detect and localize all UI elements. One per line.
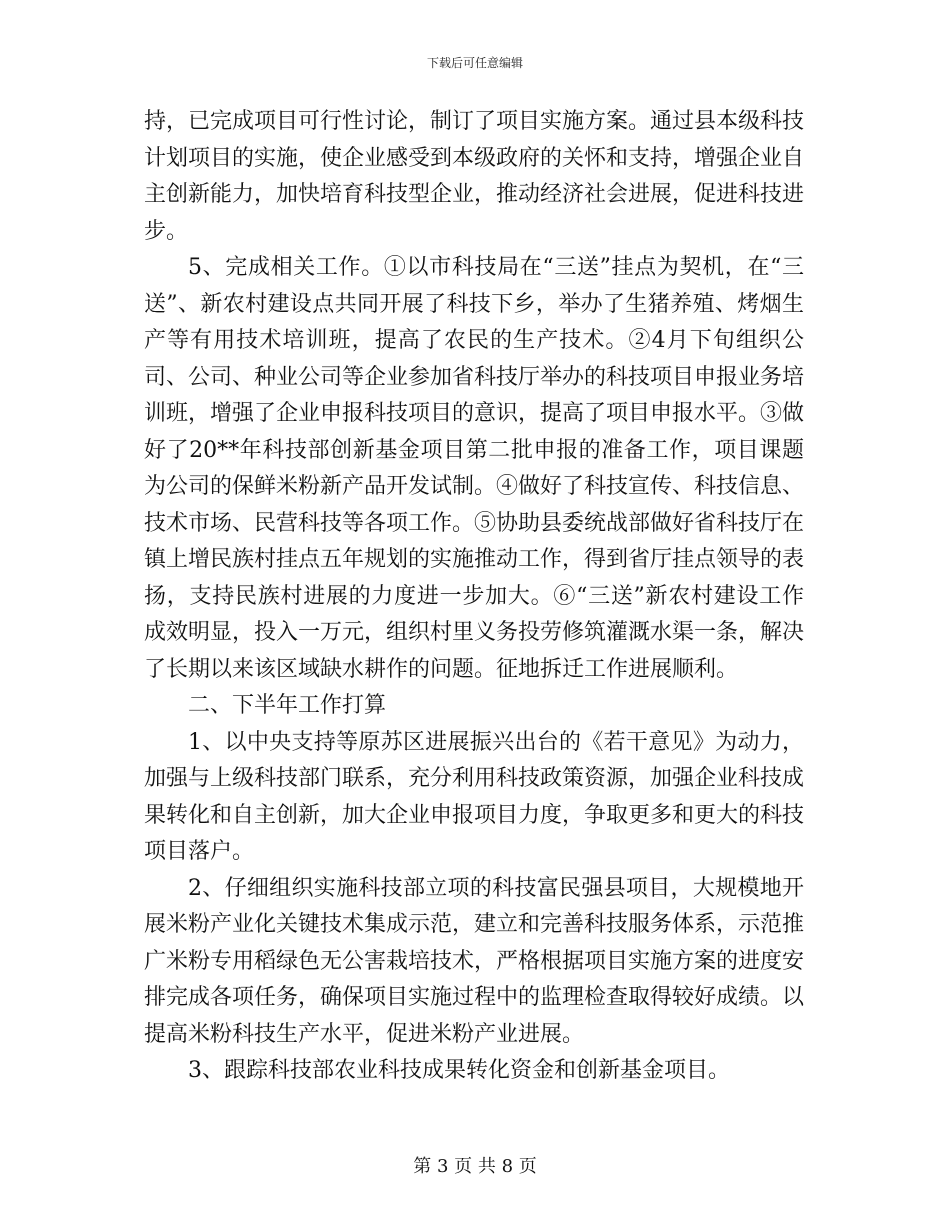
paragraph-continuation: 持，已完成项目可行性讨论，制订了项目实施方案。通过县本级科技计划项目的实施，使企业感受到本级政府的关怀和支持，增强企业自主创新能力，加快培育科技型企业，推动经济社会进展，促进科技进步。	[144, 109, 805, 244]
page-number: 第 3 页 共 8 页	[413, 1156, 537, 1177]
paragraph-item-5: 5、完成相关工作。①以市科技局在“三送”挂点为契机，在“三送”、新农村建设点共同开展了科技下乡，举办了生猪养殖、烤烟生产等有用技术培训班，提高了农民的生产技术。②4月下旬组织公司、公司、种业公司等企业参加省科技厅举办的科技项目申报业务培训班，增强了企业申报科技项目的意识，提高了项目申报水平。③做好了20**年科技部创新基金项目第二批申报的准备工作，项目课题为公司的保鲜米粉新产品开发试制。④做好了科技宣传、科技信息、技术市场、民营科技等各项工作。⑤协助县委统战部做好省科技厅在镇上增民族村挂点五年规划的实施推动工作，得到省厅挂点领导的表扬，支持民族村进展的力度进一步加大。⑥“三送”新农村建设工作成效明显，投入一万元，组织村里义务投劳修筑灌溉水渠一条，解决了长期以来该区域缺水耕作的问题。征地拆迁工作进展顺利。	[144, 255, 805, 682]
paragraph-plan-2: 2、仔细组织实施科技部立项的科技富民强县项目，大规模地开展米粉产业化关键技术集成示范，建立和完善科技服务体系，示范推广米粉专用稻绿色无公害栽培技术，严格根据项目实施方案的进度安排完成各项任务，确保项目实施过程中的监理检查取得较好成绩。以提高米粉科技生产水平，促进米粉产业进展。	[144, 875, 805, 1047]
document-body	[144, 104, 804, 1090]
paragraph-plan-3: 3、跟踪科技部农业科技成果转化资金和创新基金项目。	[188, 1058, 730, 1083]
paragraph-plan-1: 1、以中央支持等原苏区进展振兴出台的《若干意见》为动力，加强与上级科技部门联系，充分利用科技政策资源，加强企业科技成果转化和自主创新，加大企业申报项目力度，争取更多和更大的科技项目落户。	[144, 729, 805, 864]
page-header: 下载后可任意编辑	[426, 56, 523, 70]
section-heading-second-half-plan: 二、下半年工作打算	[188, 693, 387, 718]
